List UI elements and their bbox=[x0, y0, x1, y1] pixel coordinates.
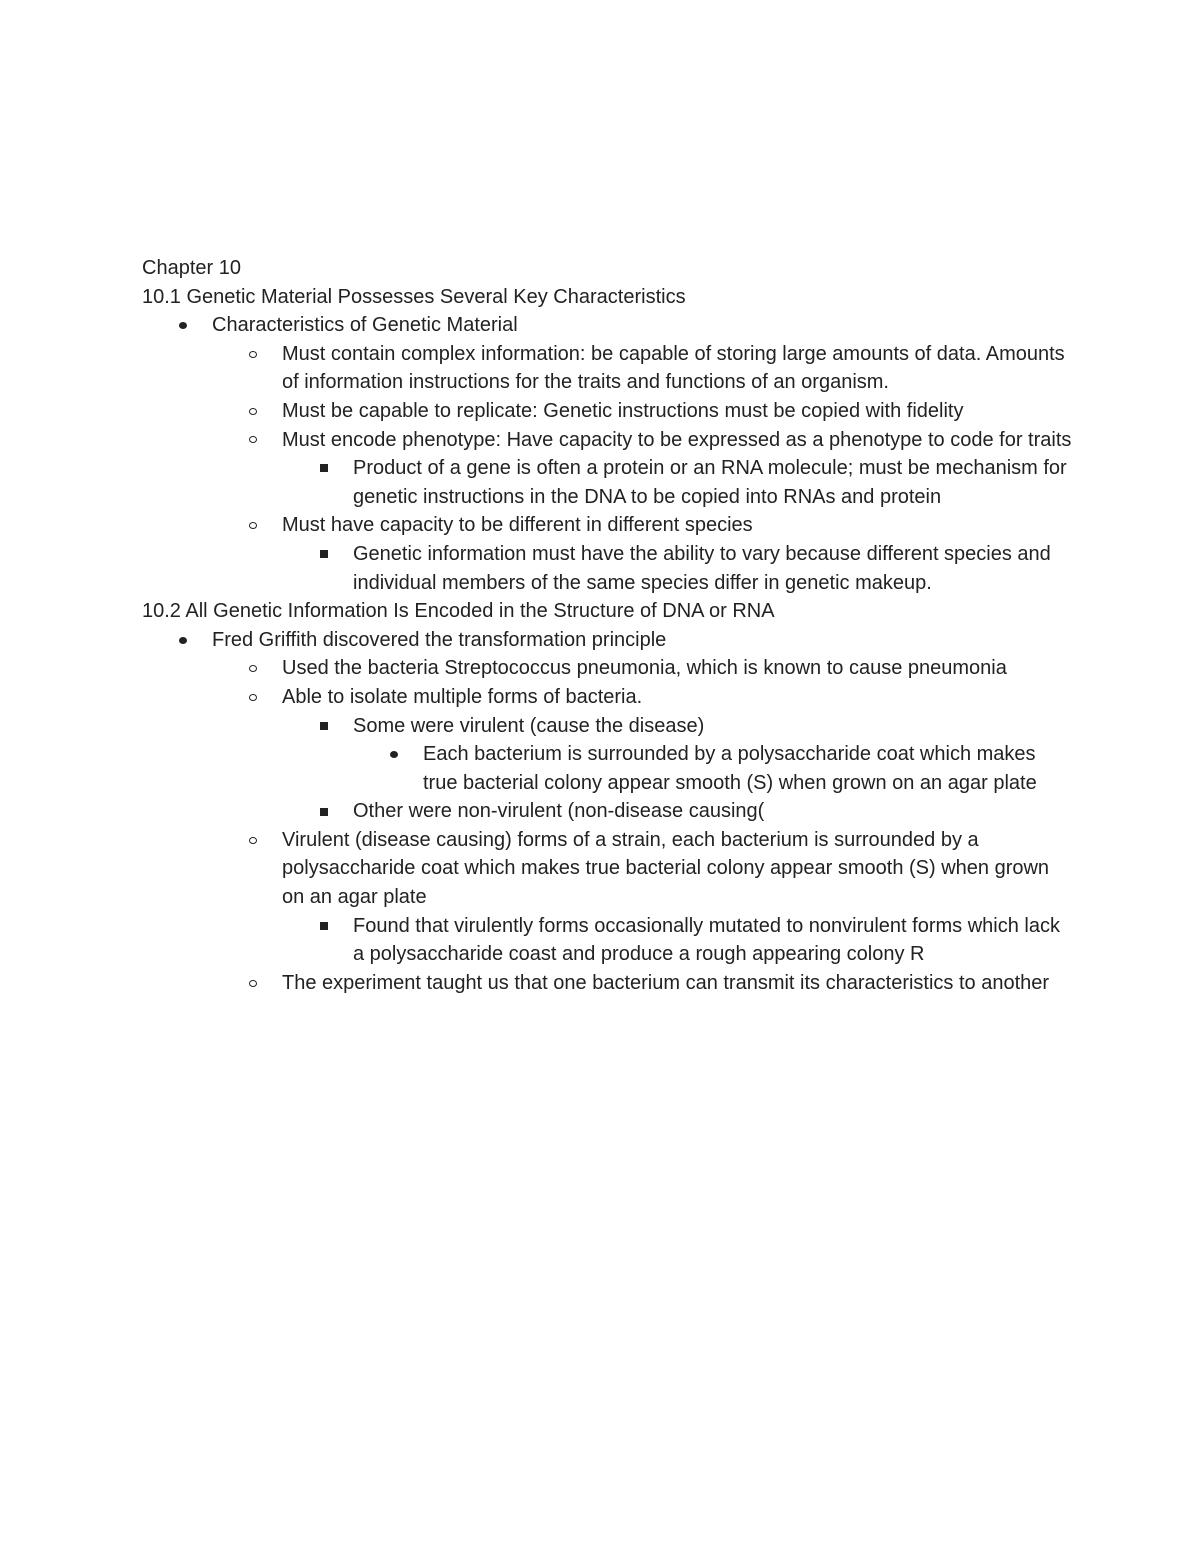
list-item-text: Fred Griffith discovered the transformation principle bbox=[212, 628, 667, 651]
list-item bbox=[142, 826, 1072, 912]
list-item bbox=[142, 426, 1072, 455]
list-item-text: Product of a gene is often a protein or an RNA molecule; must be mechanism for genetic instructions in the DNA to be copied into RNAs and protein bbox=[353, 457, 1067, 508]
hollow-circle-bullet-icon bbox=[246, 826, 260, 855]
section-10-1-list bbox=[142, 311, 1072, 597]
list-item-text: Genetic information must have the ability to vary because different species and individual members of the same species differ in genetic makeup. bbox=[353, 542, 1051, 594]
hollow-circle-bullet-icon bbox=[246, 397, 260, 426]
square-bullet-icon bbox=[317, 797, 331, 826]
list-item bbox=[142, 511, 1072, 540]
list-item bbox=[142, 654, 1072, 683]
filled-circle-bullet-icon bbox=[176, 626, 190, 655]
list-item-text: Virulent (disease causing) forms of a strain, each bacterium is surrounded by a polysaccharide coat which makes true bacterial colony appear smooth (S) when grown on an agar plate bbox=[282, 828, 1050, 909]
list-item bbox=[142, 311, 1072, 340]
list-item bbox=[142, 626, 1072, 655]
list-item-text: Used the bacteria Streptococcus pneumonia, which is known to cause pneumonia bbox=[282, 657, 1007, 680]
list-item bbox=[142, 969, 1072, 998]
list-item-text: Able to isolate multiple forms of bacteria. bbox=[282, 685, 643, 708]
list-item-text: Must encode phenotype: Have capacity to be expressed as a phenotype to code for traits bbox=[282, 428, 1072, 451]
list-item-text: The experiment taught us that one bacterium can transmit its characteristics to another bbox=[282, 971, 1050, 994]
list-item bbox=[142, 912, 1072, 969]
list-item bbox=[142, 683, 1072, 712]
section-heading-10-2: 10.2 All Genetic Information Is Encoded in the Structure of DNA or RNA bbox=[142, 600, 775, 623]
list-item-text: Must be capable to replicate: Genetic instructions must be copied with fidelity bbox=[282, 399, 964, 422]
hollow-circle-bullet-icon bbox=[246, 683, 260, 712]
hollow-circle-bullet-icon bbox=[246, 340, 260, 369]
list-item-text: Each bacterium is surrounded by a polysaccharide coat which makes true bacterial colony appear smooth (S) when grown on an agar plate bbox=[423, 743, 1037, 794]
hollow-circle-bullet-icon bbox=[246, 969, 260, 998]
list-item bbox=[142, 797, 1072, 826]
square-bullet-icon bbox=[317, 712, 331, 741]
document-page bbox=[142, 254, 1072, 997]
hollow-circle-bullet-icon bbox=[246, 511, 260, 540]
list-item-text: Must contain complex information: be capable of storing large amounts of data. Amounts of information instructions for the traits and functions of an organism. bbox=[282, 342, 1065, 394]
list-item-text: Found that virulently forms occasionally mutated to nonvirulent forms which lack a polysaccharide coast and produce a rough appearing colony R bbox=[353, 914, 1060, 966]
section-10-2-list bbox=[142, 626, 1072, 998]
list-item bbox=[142, 454, 1072, 511]
hollow-circle-bullet-icon bbox=[246, 654, 260, 683]
list-item bbox=[142, 540, 1072, 597]
list-item bbox=[142, 712, 1072, 741]
list-item bbox=[142, 340, 1072, 397]
hollow-circle-bullet-icon bbox=[246, 426, 260, 455]
chapter-title: Chapter 10 bbox=[142, 257, 241, 279]
list-item-text: Some were virulent (cause the disease) bbox=[353, 714, 705, 737]
filled-circle-bullet-icon bbox=[176, 311, 190, 340]
list-item-text: Must have capacity to be different in different species bbox=[282, 514, 753, 537]
section-heading-10-1: 10.1 Genetic Material Possesses Several Key Characteristics bbox=[142, 285, 686, 308]
list-item-text: Other were non-virulent (non-disease causing( bbox=[353, 800, 765, 823]
square-bullet-icon bbox=[317, 540, 331, 569]
list-item-text: Characteristics of Genetic Material bbox=[212, 314, 518, 337]
square-bullet-icon bbox=[317, 912, 331, 941]
filled-circle-bullet-icon bbox=[387, 740, 401, 769]
square-bullet-icon bbox=[317, 454, 331, 483]
list-item bbox=[142, 397, 1072, 426]
list-item bbox=[142, 740, 1072, 797]
